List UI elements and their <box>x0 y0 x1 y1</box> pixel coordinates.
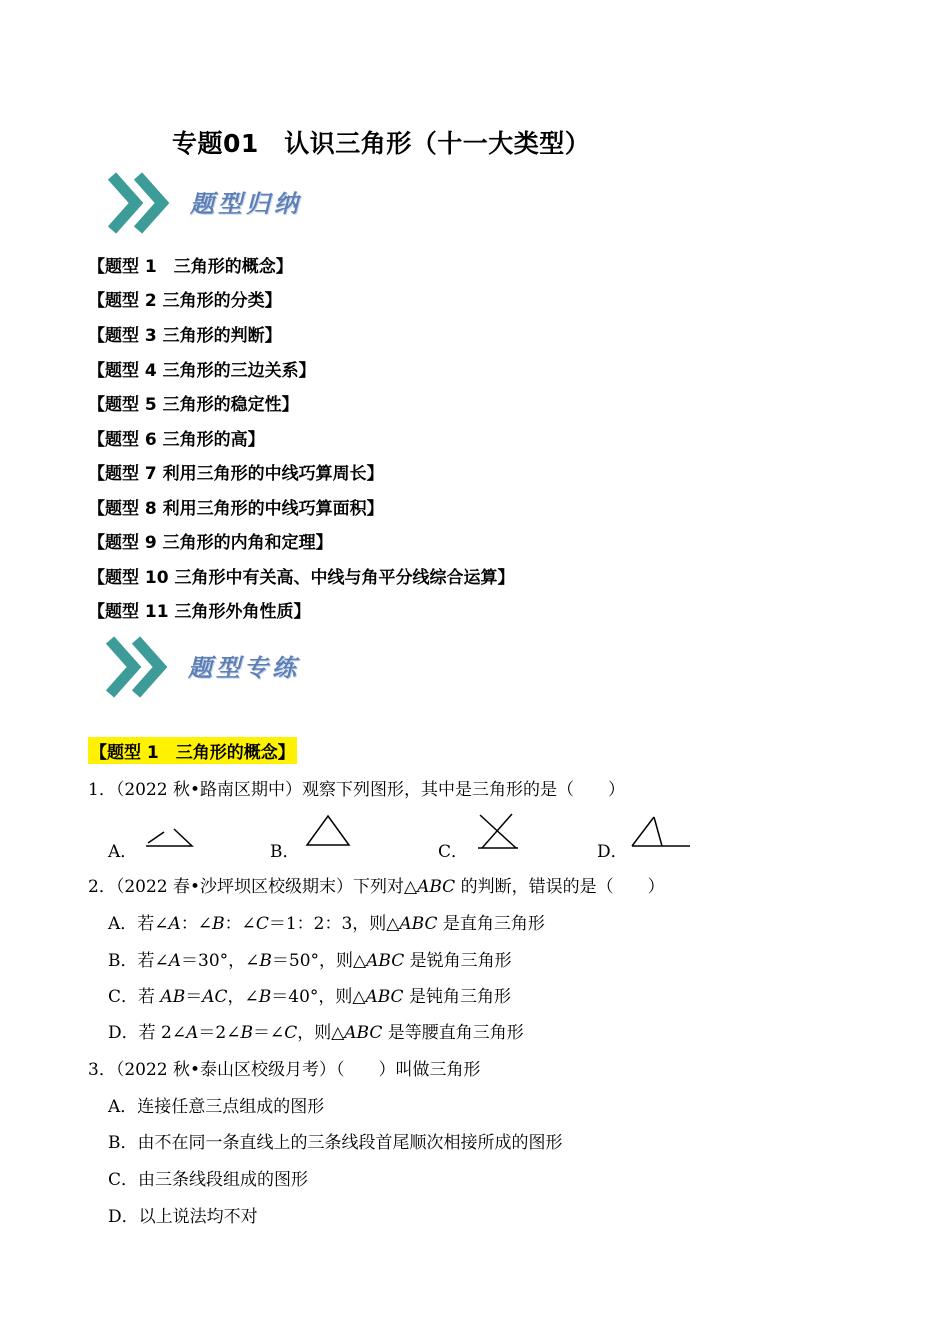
toc-item-2: 【题型 2 三角形的分类】 <box>88 291 282 311</box>
q1-figure-c <box>476 812 520 852</box>
toc-item-8: 【题型 8 利用三角形的中线巧算面积】 <box>88 499 384 519</box>
q3-option-d: D．以上说法均不对 <box>108 1207 258 1227</box>
toc-item-1: 【题型 1 三角形的概念】 <box>88 257 293 277</box>
q1-figure-d <box>630 814 692 850</box>
toc-item-3: 【题型 3 三角形的判断】 <box>88 326 282 346</box>
q1-option-d-label: D． <box>597 842 628 862</box>
toc-item-11: 【题型 11 三角形外角性质】 <box>88 602 311 622</box>
practice-banner-text: 题型专练 <box>188 653 300 682</box>
summary-banner <box>106 170 346 240</box>
practice-banner <box>104 634 344 704</box>
toc-item-7: 【题型 7 利用三角形的中线巧算周长】 <box>88 464 384 484</box>
page-title: 专题01 认识三角形（十一大类型） <box>172 129 591 158</box>
q2-option-c: C．若 AB＝AC，∠B＝40°，则△ABC 是钝角三角形 <box>108 987 511 1007</box>
toc-item-6: 【题型 6 三角形的高】 <box>88 430 265 450</box>
summary-banner-text: 题型归纳 <box>190 189 302 218</box>
q1-option-c-label: C． <box>438 842 469 862</box>
double-chevron-icon <box>106 170 176 236</box>
q3-option-b: B．由不在同一条直线上的三条线段首尾顺次相接所成的图形 <box>108 1133 563 1153</box>
double-chevron-icon <box>104 634 174 700</box>
question-2-stem: 2．（2022 春•沙坪坝区校级期末）下列对△ABC 的判断，错误的是（ ） <box>88 877 665 897</box>
section-heading: 【题型 1 三角形的概念】 <box>88 737 297 764</box>
toc-item-10: 【题型 10 三角形中有关高、中线与角平分线综合运算】 <box>88 568 515 588</box>
q1-option-a-label: A． <box>108 842 138 862</box>
q3-option-c: C．由三条线段组成的图形 <box>108 1170 309 1190</box>
q1-option-b-label: B． <box>270 842 300 862</box>
q3-option-a: A．连接任意三点组成的图形 <box>108 1097 325 1117</box>
q2-option-d: D．若 2∠A＝2∠B＝∠C，则△ABC 是等腰直角三角形 <box>108 1023 524 1043</box>
question-3-stem: 3．（2022 秋•泰山区校级月考）（ ）叫做三角形 <box>88 1060 481 1080</box>
toc-item-4: 【题型 4 三角形的三边关系】 <box>88 361 316 381</box>
q2-option-b: B．若∠A＝30°，∠B＝50°，则△ABC 是锐角三角形 <box>108 951 512 971</box>
question-1-stem: 1．（2022 秋•路南区期中）观察下列图形，其中是三角形的是（ ） <box>88 780 626 800</box>
q1-figure-b <box>305 814 351 848</box>
toc-item-5: 【题型 5 三角形的稳定性】 <box>88 395 299 415</box>
q1-figure-a <box>144 826 194 850</box>
q2-option-a: A．若∠A：∠B：∠C＝1：2：3，则△ABC 是直角三角形 <box>108 914 545 934</box>
toc-item-9: 【题型 9 三角形的内角和定理】 <box>88 533 333 553</box>
